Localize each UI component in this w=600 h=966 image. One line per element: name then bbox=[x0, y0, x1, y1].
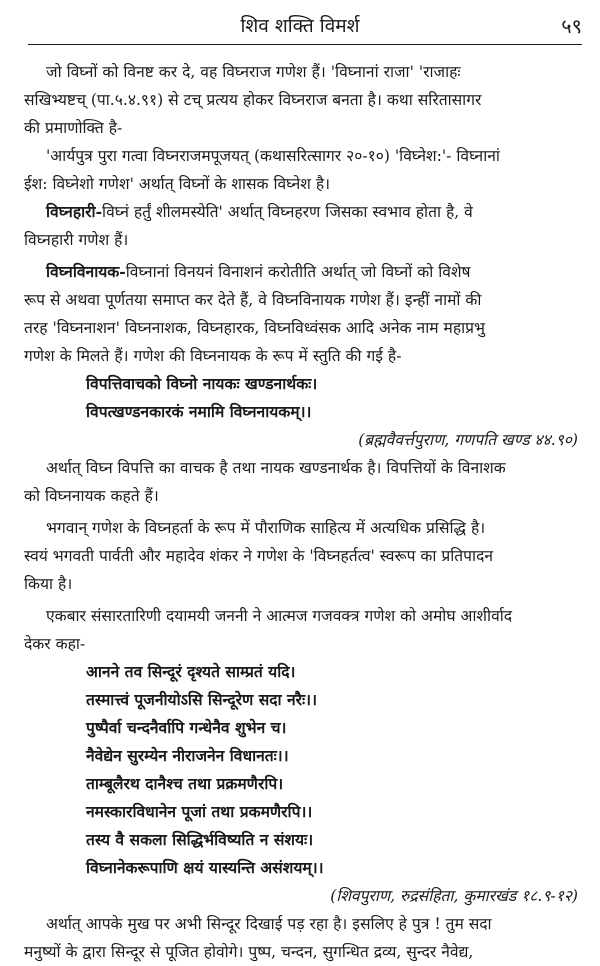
text-line: भगवान् गणेश के विघ्नहर्ता के रूप में पौराणिक साहित्य में अत्यधिक प्रसिद्धि है। bbox=[46, 519, 486, 537]
verse-line: आनने तव सिन्दूरं दृश्यते साम्प्रतं यदि। bbox=[86, 662, 296, 681]
text-line: 'आर्यपुत्र पुरा गत्वा विघ्नराजमपूजयत् (कथासरित्सागर २०-१०) 'विघ्नेश:'- विघ्नानां bbox=[46, 147, 500, 165]
text-line bbox=[24, 258, 584, 286]
paragraph bbox=[24, 58, 584, 142]
verse-line: पुष्पैर्वा चन्दनैर्वापि गन्धेनैव शुभेन च। bbox=[86, 718, 287, 737]
text-line: किया है। bbox=[24, 575, 73, 593]
text-line: अर्थात् विघ्न विपत्ति का वाचक है तथा नायक खण्डनार्थक है। विपत्तियों के विनाशक bbox=[46, 459, 506, 477]
paragraph bbox=[24, 142, 584, 198]
text-line: जो विघ्नों को विनष्ट कर दे, वह विघ्नराज गणेश हैं। 'विघ्नानां राजा' 'राजाहः bbox=[46, 63, 461, 81]
verse-line: विघ्नानेकरूपाणि क्षयं यास्यन्ति असंशयम्।। bbox=[86, 858, 324, 877]
page-body bbox=[24, 58, 584, 966]
paragraph bbox=[24, 602, 584, 658]
citation: (शिवपुराण, रुद्रसंहिता, कुमारखंड १८.९-१२) bbox=[330, 887, 578, 905]
verse-line: विपत्खण्डनकारकं नमामि विघ्ननायकम्।। bbox=[86, 402, 312, 421]
citation: (ब्रह्मवैवर्त्तपुराण, गणपति खण्ड ४४.९०) bbox=[358, 431, 578, 449]
text-line: देकर कहा- bbox=[24, 635, 86, 653]
running-title: शिव शक्ति विमर्श bbox=[240, 15, 360, 37]
verse-line: ताम्बूलैरथ दानैश्च तथा प्रक्रमणैरपि। bbox=[86, 774, 284, 793]
page-header bbox=[0, 12, 600, 42]
term-definition: विघ्नानां विनयनं विनाशनं करोतीति अर्थात् जो विघ्नों को विशेष bbox=[125, 263, 471, 281]
paragraph bbox=[24, 514, 584, 598]
verse-line: तस्य वै सकला सिद्धिर्भविष्यति न संशयः। bbox=[86, 830, 314, 849]
paragraph bbox=[24, 258, 584, 370]
text-line: मनुष्यों के द्वारा सिन्दूर से पूजित होवोगे। पुष्प, चन्दन, सुगन्धित द्रव्य, सुन्दर नैवेद्य, bbox=[24, 943, 474, 961]
text-line: ईश: विघ्नेशो गणेश' अर्थात् विघ्नों के शासक विघ्नेश है। bbox=[24, 175, 331, 193]
page-number: ५९ bbox=[561, 14, 582, 38]
paragraph bbox=[24, 910, 584, 966]
verse-line: नैवेद्येन सुरम्येन नीराजनेन विधानतः।। bbox=[86, 746, 289, 765]
verse-block bbox=[24, 658, 584, 882]
text-line: को विघ्ननायक कहते हैं। bbox=[24, 487, 159, 505]
verse-line: नमस्कारविधानेन पूजां तथा प्रकमणैरपि।। bbox=[86, 802, 313, 821]
verse-line: तस्मात्त्वं पूजनीयोऽसि सिन्दूरेण सदा नरैः।। bbox=[86, 690, 317, 709]
text-line: रूप से अथवा पूर्णतया समाप्त कर देते हैं, वे विघ्नविनायक गणेश हैं। इन्हीं नामों की bbox=[24, 291, 482, 309]
paragraph bbox=[24, 198, 584, 254]
term-heading: विघ्नहारी- bbox=[46, 202, 103, 221]
verse-line: विपत्तिवाचको विघ्नो नायकः खण्डनार्थकः। bbox=[86, 374, 318, 393]
text-line: की प्रमाणोक्ति है- bbox=[24, 119, 123, 137]
text-line bbox=[24, 198, 584, 226]
text-line: स्वयं भगवती पार्वती और महादेव शंकर ने गणेश के 'विघ्नहर्तत्व' स्वरूप का प्रतिपादन bbox=[24, 547, 494, 565]
verse-block bbox=[24, 370, 584, 426]
text-line: विघ्नहारी गणेश हैं। bbox=[24, 231, 129, 249]
header-divider bbox=[28, 44, 582, 45]
paragraph bbox=[24, 454, 584, 510]
text-line: अर्थात् आपके मुख पर अभी सिन्दूर दिखाई पड़ रहा है। इसलिए हे पुत्र ! तुम सदा bbox=[46, 915, 492, 933]
text-line: गणेश के मिलते हैं। गणेश की विघ्ननायक के रूप में स्तुति की गई है- bbox=[24, 347, 402, 365]
term-definition: विघ्नं हर्तुं शीलमस्येति' अर्थात् विघ्नहरण जिसका स्वभाव होता है, वे bbox=[102, 203, 473, 221]
term-heading: विघ्नविनायक- bbox=[46, 262, 126, 281]
text-line: तरह 'विघ्ननाशन' विघ्ननाशक, विघ्नहारक, विघ्नविध्वंसक आदि अनेक नाम महाप्रभु bbox=[24, 319, 485, 337]
text-line: सखिभ्यष्टच् (पा.५.४.९१) से टच् प्रत्यय होकर विघ्नराज बनता है। कथा सरितासागर bbox=[24, 91, 482, 109]
text-line: एकबार संसारतारिणी दयामयी जननी ने आत्मज गजवक्त्र गणेश को अमोघ आशीर्वाद bbox=[46, 607, 513, 625]
